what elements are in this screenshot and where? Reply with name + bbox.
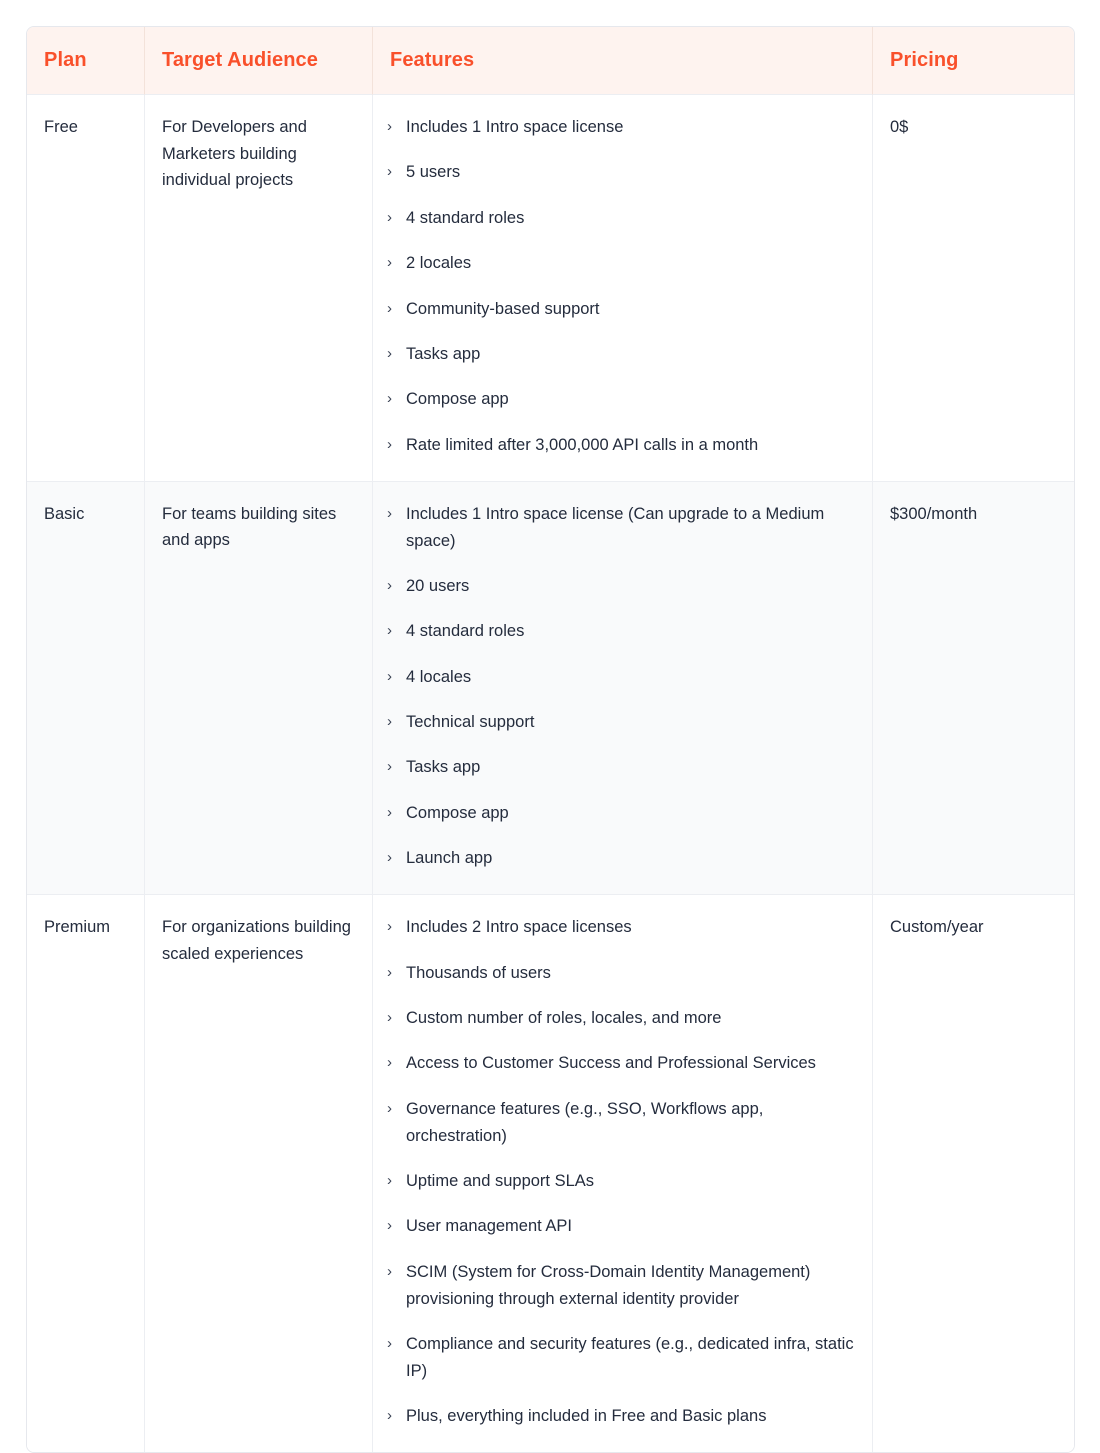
list-item: [387, 914, 858, 941]
feature-list: [387, 114, 858, 459]
chevron-right-icon: ›: [387, 254, 392, 272]
chevron-right-icon: ›: [387, 622, 392, 640]
feature-text: Access to Customer Success and Professional Services: [406, 1054, 816, 1073]
chevron-right-icon: ›: [387, 667, 392, 685]
cell-plan: [27, 95, 145, 482]
cell-audience: [145, 95, 373, 482]
feature-text: Compose app: [406, 803, 509, 822]
table-header: [27, 27, 1074, 95]
plan-name: Premium: [44, 918, 111, 937]
chevron-right-icon: ›: [387, 1099, 392, 1117]
cell-plan: [27, 895, 145, 1452]
column-header-audience: Target Audience: [145, 27, 373, 95]
list-item: [387, 250, 858, 277]
list-item: [387, 1213, 858, 1240]
chevron-right-icon: ›: [387, 1262, 392, 1280]
feature-list: [387, 914, 858, 1430]
feature-text: Compose app: [406, 390, 509, 409]
cell-pricing: [873, 482, 1074, 896]
table-body: [27, 95, 1074, 1452]
feature-text: 2 locales: [406, 254, 472, 273]
list-item: [387, 501, 858, 555]
list-item: [387, 1168, 858, 1195]
chevron-right-icon: ›: [387, 963, 392, 981]
feature-text: Tasks app: [406, 344, 481, 363]
feature-text: Includes 1 Intro space license: [406, 118, 624, 136]
chevron-right-icon: ›: [387, 208, 392, 226]
list-item: [387, 845, 858, 872]
chevron-right-icon: ›: [387, 1008, 392, 1026]
chevron-right-icon: ›: [387, 758, 392, 776]
cell-pricing: [873, 95, 1074, 482]
price-value: 0$: [890, 118, 909, 136]
header-row: [27, 27, 1074, 95]
cell-audience: [145, 895, 373, 1452]
chevron-right-icon: ›: [387, 1171, 392, 1189]
list-item: [387, 709, 858, 736]
feature-text: 20 users: [406, 576, 470, 595]
cell-plan: [27, 482, 145, 896]
column-header-features: Features: [373, 27, 873, 95]
list-item: [387, 114, 858, 141]
chevron-right-icon: ›: [387, 118, 392, 135]
feature-text: Launch app: [406, 849, 493, 868]
feature-text: Governance features (e.g., SSO, Workflows app, orchestration): [406, 1099, 764, 1145]
chevron-right-icon: ›: [387, 1407, 392, 1425]
feature-text: 4 standard roles: [406, 208, 525, 227]
chevron-right-icon: ›: [387, 390, 392, 408]
feature-text: Community-based support: [406, 299, 600, 318]
list-item: [387, 205, 858, 232]
cell-features: [373, 95, 873, 482]
cell-pricing: [873, 895, 1074, 1452]
list-item: [387, 800, 858, 827]
feature-text: Thousands of users: [406, 963, 551, 982]
feature-text: Technical support: [406, 713, 535, 732]
list-item: [387, 1005, 858, 1032]
cell-features: [373, 482, 873, 896]
feature-list: [387, 501, 858, 873]
chevron-right-icon: ›: [387, 1054, 392, 1072]
list-item: [387, 960, 858, 987]
list-item: [387, 1050, 858, 1077]
feature-text: Uptime and support SLAs: [406, 1171, 595, 1190]
target-audience-text: For Developers and Marketers building individual projects: [162, 118, 307, 190]
list-item: [387, 1096, 858, 1150]
list-item: [387, 618, 858, 645]
list-item: [387, 1403, 858, 1430]
table-row: [27, 95, 1074, 482]
list-item: [387, 1259, 858, 1313]
table-row: [27, 895, 1074, 1452]
feature-text: Includes 1 Intro space license (Can upgrade to a Medium space): [406, 504, 825, 550]
feature-text: Tasks app: [406, 758, 481, 777]
feature-text: Rate limited after 3,000,000 API calls in a month: [406, 435, 759, 454]
list-item: [387, 754, 858, 781]
chevron-right-icon: ›: [387, 344, 392, 362]
feature-text: User management API: [406, 1217, 572, 1236]
target-audience-text: For teams building sites and apps: [162, 504, 337, 550]
feature-text: SCIM (System for Cross-Domain Identity Management) provisioning through external identity provider: [406, 1262, 811, 1308]
list-item: [387, 341, 858, 368]
target-audience-text: For organizations building scaled experiences: [162, 918, 351, 963]
list-item: [387, 573, 858, 600]
feature-text: 5 users: [406, 163, 461, 182]
feature-text: 4 locales: [406, 667, 472, 686]
list-item: [387, 432, 858, 459]
feature-text: Includes 2 Intro space licenses: [406, 918, 632, 937]
list-item: [387, 159, 858, 186]
list-item: [387, 296, 858, 323]
list-item: [387, 664, 858, 691]
column-header-pricing: Pricing: [873, 27, 1074, 95]
plan-comparison-table: [26, 26, 1075, 1453]
feature-text: 4 standard roles: [406, 622, 525, 641]
feature-text: Plus, everything included in Free and Basic plans: [406, 1407, 767, 1426]
table-row: [27, 482, 1074, 896]
price-value: Custom/year: [890, 918, 984, 937]
chevron-right-icon: ›: [387, 849, 392, 867]
chevron-right-icon: ›: [387, 1335, 392, 1353]
chevron-right-icon: ›: [387, 504, 392, 522]
chevron-right-icon: ›: [387, 299, 392, 317]
cell-features: [373, 895, 873, 1452]
plan-name: Basic: [44, 504, 85, 523]
chevron-right-icon: ›: [387, 435, 392, 453]
chevron-right-icon: ›: [387, 918, 392, 936]
list-item: [387, 386, 858, 413]
cell-audience: [145, 482, 373, 896]
chevron-right-icon: ›: [387, 163, 392, 181]
chevron-right-icon: ›: [387, 1217, 392, 1235]
plan-name: Free: [44, 118, 78, 136]
chevron-right-icon: ›: [387, 576, 392, 594]
feature-text: Custom number of roles, locales, and more: [406, 1008, 722, 1027]
price-value: $300/month: [890, 504, 978, 523]
chevron-right-icon: ›: [387, 803, 392, 821]
column-header-plan: Plan: [27, 27, 145, 95]
chevron-right-icon: ›: [387, 713, 392, 731]
list-item: [387, 1331, 858, 1385]
feature-text: Compliance and security features (e.g., dedicated infra, static IP): [406, 1335, 854, 1380]
